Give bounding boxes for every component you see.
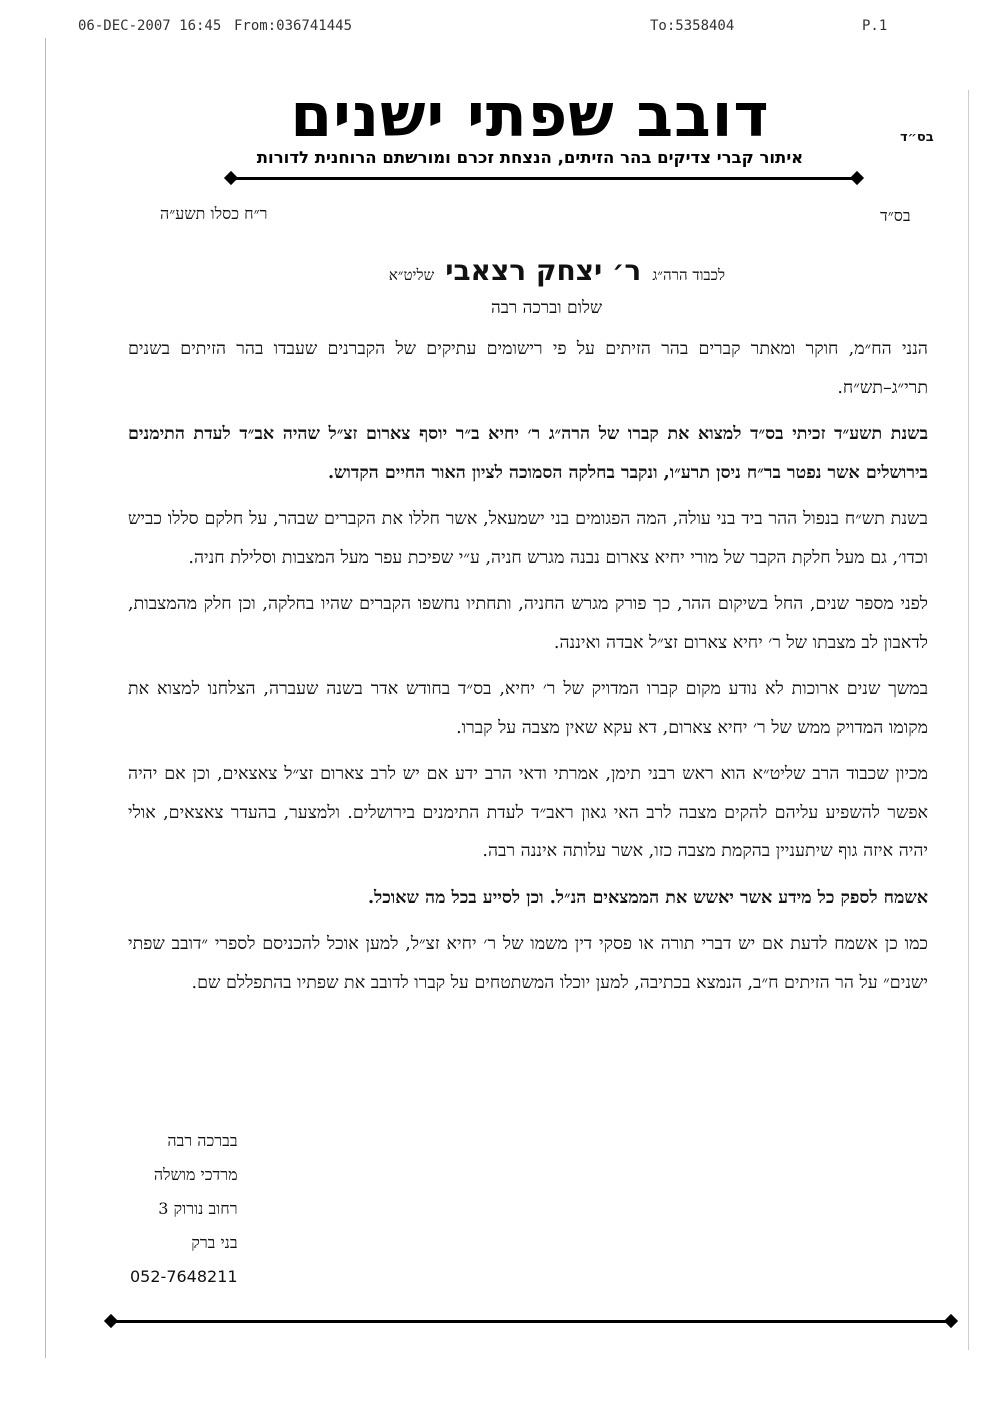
addressee <box>389 254 725 287</box>
signature-phone: 052-7648211 <box>130 1267 238 1286</box>
paragraph-6: מכיון שכבוד הרב שליט״א הוא ראש רבני תימן, אמרתי ודאי הרב ידע אם יש לרב צארום זצ״ל צאצאים, וכן אם יהיה אפשר להשפיע עליהם להקים מצבה לרב האי גאון ראב״ד לעדת התימנים בירושלים. ולמצער, בהעדר צאצאים, אולי יהיה איזה גוף שיתעניין בהקמת מצבה כזו, אשר עלותה איננה רבה. <box>128 764 928 861</box>
addressee-prefix: לכבוד הרה״ג <box>652 266 725 284</box>
paragraph-8: כמו כן אשמח לדעת אם יש דברי תורה או פסקי דין משמו של ר׳ יחיא זצ״ל, למען אוכל להכניסם לספרי ״דובב שפתי ישנים״ על הר הזיתים ח״ב, הנמצא בכתיבה, למען יוכלו המשתטחים על קברו לדובב את שפתיו בהתפללם שם. <box>128 934 928 993</box>
bsd-mark: בס״ד <box>880 206 911 225</box>
fax-from: From:036741445 <box>234 18 353 34</box>
letter-body <box>128 330 928 1010</box>
paragraph-7: אשמח לספק כל מידע אשר יאשש את הממצאים הנ״ל. וכן לסייע בכל מה שאוכל. <box>367 887 928 908</box>
letterhead-subtitle: איתור קברי צדיקים בהר הזיתים, הנצחת זכרם ומורשתם הרוחנית לדורות <box>256 148 804 167</box>
signature-name: מרדכי מושלה <box>153 1165 238 1184</box>
signature-block <box>130 1124 238 1294</box>
letterhead-bsd: בס״ד <box>900 130 934 145</box>
letterhead-divider <box>232 177 856 180</box>
letterhead <box>230 78 830 167</box>
fax-page: P.1 <box>862 18 888 34</box>
signature-closing: בברכה רבה <box>167 1131 238 1150</box>
paragraph-3: בשנת תש״ח בנפול ההר ביד בני עולה, המה הפגומים בני ישמעאל, אשר חללו את הקברים שבהר, על חלקם סללו כביש וכדו׳, גם מעל חלקת הקבר של מורי יחיא צארום נבנה מגרש חניה, ע״י שפיכת עפר מעל המצבות וסלילת חניה. <box>128 509 928 568</box>
signature-city: בני ברק <box>191 1233 238 1252</box>
paragraph-4: לפני מספר שנים, החל בשיקום ההר, כך פורק מגרש החניה, ותחתיו נחשפו הקברים שהיו בחלקה, וכן חלק מהמצבות, לדאבון לב מצבתו של ר׳ יחיא צארום זצ״ל אבדה ואיננה. <box>128 594 928 653</box>
signature-street: רחוב נורוק 3 <box>158 1199 238 1218</box>
footer-divider <box>112 1320 950 1323</box>
right-margin-line <box>968 90 969 1350</box>
letter-date: ר״ח כסלו תשע״ה <box>160 204 268 223</box>
fax-header <box>0 18 1000 42</box>
left-margin-line <box>45 38 46 1358</box>
addressee-suffix: שליט״א <box>388 266 435 284</box>
paragraph-1: הנני הח״מ, חוקר ומאתר קברים בהר הזיתים על פי רישומים עתיקים של הקברנים שעבדו בהר הזיתים בשנים תרי״ג–תש״ח. <box>128 339 928 398</box>
fax-datetime: 06-DEC-2007 16:45 <box>78 18 222 34</box>
paragraph-2: בשנת תשע״ד זכיתי בס״ד למצוא את קברו של הרה״ג ר׳ יחיא ב״ר יוסף צארום זצ״ל שהיה אב״ד לעדת התימנים בירושלים אשר נפטר בר״ח ניסן תרע״ו, ונקבר בחלקה הסמוכה לציון האור החיים הקדוש. <box>128 424 928 483</box>
addressee-name: ר׳ יצחק רצאבי <box>445 254 642 287</box>
greeting: שלום וברכה רבה <box>490 298 602 318</box>
paragraph-5: במשך שנים ארוכות לא נודע מקום קברו המדויק של ר׳ יחיא, בס״ד בחודש אדר בשנה שעברה, הצלחנו למצוא את מקומו המדויק ממש של ר׳ יחיא צארום, דא עקא שאין מצבה על קברו. <box>128 679 928 738</box>
letterhead-title: דובב שפתי ישנים <box>290 81 770 151</box>
fax-to: To:5358404 <box>650 18 735 34</box>
